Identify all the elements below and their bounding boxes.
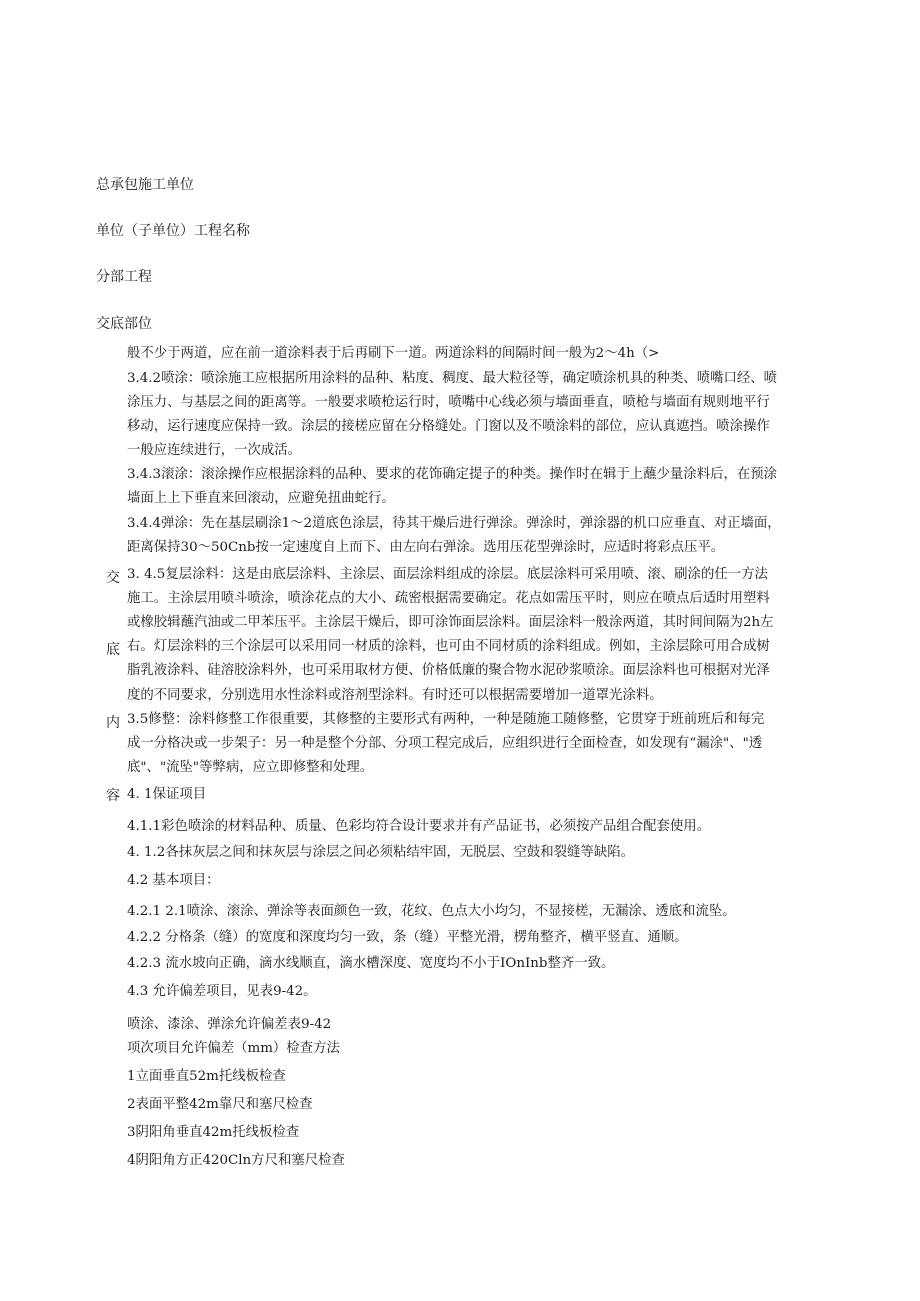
table-row: 3阴阳角垂直42m托线板检查 xyxy=(127,1125,300,1140)
content-line: 或橡胶辑蘸汽油或二甲苯压平。主涂层干燥后，即可涂饰面层涂料。面层涂料一般涂两道，其时间间隔为2h左 xyxy=(127,615,774,630)
table-row: 1立面垂直52m托线板检查 xyxy=(127,1069,286,1084)
side-label-char: 交 xyxy=(106,570,120,586)
content-line: 涂压力、与基层之间的距离等。一般要求喷枪运行时，喷嘴中心线必须与墙面垂直，喷枪与墙面有规则地平行 xyxy=(127,395,770,410)
content-line: 4. 1保证项目 xyxy=(127,787,207,802)
content-line: 般不少于两道，应在前一道涂料表于后再刷下一道。两道涂料的间隔时间一般为2～4h（> xyxy=(127,346,660,361)
content-line: 3. 4.5复层涂料：这是由底层涂料、主涂层、面层涂料组成的涂层。底层涂料可采用喷、滚、刷涂的任一方法 xyxy=(127,567,768,582)
item-line: 4.1.1彩色喷涂的材料品种、质量、色彩均符合设计要求并有产品证书，必须按产品组合配套使用。 xyxy=(127,819,711,834)
item-line: 4.2.3 流水坡向正确，滴水线顺直，滴水槽深度、宽度均不小于IOnInb整齐一致。 xyxy=(127,956,615,971)
header-division: 分部工程 xyxy=(96,269,152,285)
content-line: 距离保持30～50Cnb按一定速度自上而下、由左向右弹涂。选用压花型弹涂时，应适时将彩点压平。 xyxy=(127,540,725,555)
table-title: 喷涂、漆涂、弹涂允许偏差表9-42 xyxy=(127,1017,332,1032)
content-line: 3.4.3滚涂：滚涂操作应根据涂料的品种、要求的花饰确定提子的种类。操作时在辑于上蘸少量涂料后，在预涂 xyxy=(127,467,778,482)
item-line: 4.3 允许偏差项目，见表9-42。 xyxy=(127,984,317,999)
content-line: 3.5修整：涂料修整工作很重要，其修整的主要形式有两种，一种是随施工随修整，它贯穿于班前班后和每完 xyxy=(127,712,765,727)
content-line: 右。灯层涂料的三个涂层可以采用同一材质的涂料，也可由不同材质的涂料组成。例如，主涂层除可用合成树 xyxy=(127,639,770,654)
side-label-char: 底 xyxy=(106,642,120,658)
header-project-name: 单位（子单位）工程名称 xyxy=(96,223,250,239)
content-line: 底"、"流坠"等弊病，应立即修整和处理。 xyxy=(127,760,374,775)
content-line: 3.4.4弹涂：先在基层刷涂1～2道底色涂层，待其干燥后进行弹涂。弹涂时，弹涂器的机口应垂直、对正墙面， xyxy=(127,516,781,531)
content-line: 成一分格决或一步架子：另一种是整个分部、分项工程完成后，应组织进行全面检查，如发现有“漏涂"、"透 xyxy=(127,736,763,751)
content-line: 移动，运行速度应保持一致。涂层的接槎应留在分格缝处。门窗以及不喷涂料的部位，应认真遮挡。喷涂操作 xyxy=(127,419,770,434)
item-line: 4.2.2 分格条（缝）的宽度和深度均匀一致，条（缝）平整光滑，楞角整齐，横平竖直、通顺。 xyxy=(127,930,688,945)
item-line: 4. 1.2各抹灰层之间和抹灰层与涂层之间必须粘结牢固，无脱层、空鼓和裂缝等缺陷。 xyxy=(127,845,634,860)
item-line: 4.2.1 2.1喷涂、滚涂、弹涂等表面颜色一致，花纹、色点大小均匀，不显接槎，无漏涂、透底和流坠。 xyxy=(127,904,736,919)
content-line: 脂乳液涂料、硅溶胶涂料外，也可采用取材方便、价格低廉的聚合物水泥砂浆喷涂。面层涂料也可根据对光泽 xyxy=(127,663,770,678)
content-line: 3.4.2喷涂：喷涂施工应根据所用涂料的品种、粘度、稠度、最大粒径等，确定喷涂机具的种类、喷嘴口经、喷 xyxy=(127,371,778,386)
header-location: 交底部位 xyxy=(96,316,152,332)
content-line: 施工。主涂层用喷斗喷涂，喷涂花点的大小、疏密根据需要确定。花点如需压平时，则应在喷点后适时用塑料 xyxy=(127,591,770,606)
side-label-char: 容 xyxy=(106,788,120,804)
content-line: 一般应连续进行，一次成活。 xyxy=(127,443,302,458)
side-label-char: 内 xyxy=(106,715,120,731)
table-header: 项次项目允许偏差（mm）检查方法 xyxy=(127,1041,340,1056)
table-row: 4阴阳角方正420Cln方尺和塞尺检查 xyxy=(127,1153,345,1168)
content-line: 墙面上上下垂直来回滚动，应避免扭曲蛇行。 xyxy=(127,491,395,506)
item-line: 4.2 基本项目： xyxy=(127,873,220,888)
content-line: 度的不同要求，分别选用水性涂料或溶剂型涂料。有时还可以根据需要增加一道罩光涂料。 xyxy=(127,688,663,703)
header-contractor: 总承包施工单位 xyxy=(96,177,194,193)
table-row: 2表面平整42m靠尺和塞尺检查 xyxy=(127,1097,313,1112)
